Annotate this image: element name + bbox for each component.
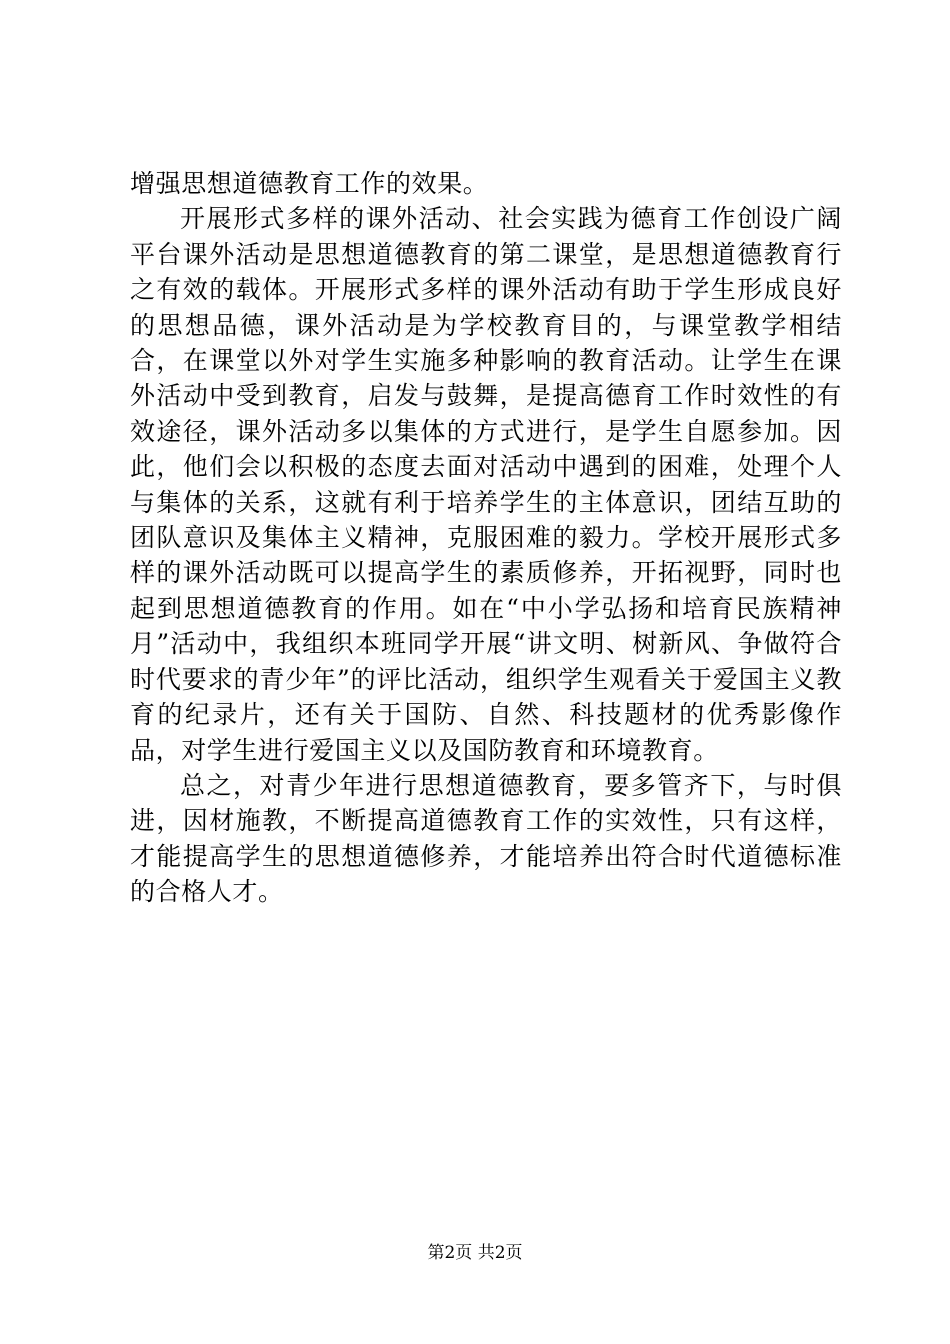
paragraph-3: 总之，对青少年进行思想道德教育，要多管齐下，与时俱进，因材施教，不断提高道德教育工作的实效性，只有这样，才能提高学生的思想道德修养，才能培养出符合时代道德标准的合格人才。: [130, 770, 842, 907]
page-number-footer: 第2页 共2页: [427, 1243, 523, 1263]
paragraph-2: 开展形式多样的课外活动、社会实践为德育工作创设广阔平台课外活动是思想道德教育的第二课堂，是思想道德教育行之有效的载体。开展形式多样的课外活动有助于学生形成良好的思想品德，课外活动是为学校教育目的，与课堂教学相结合，在课堂以外对学生实施多种影响的教育活动。让学生在课外活动中受到教育，启发与鼓舞，是提高德育工作时效性的有效途径，课外活动多以集体的方式进行，是学生自愿参加。因此，他们会以积极的态度去面对活动中遇到的困难，处理个人与集体的关系，这就有利于培养学生的主体意识，团结互助的团队意识及集体主义精神，克服困难的毅力。学校开展形式多样的课外活动既可以提高学生的素质修养，开拓视野，同时也起到思想道德教育的作用。如在“中小学弘扬和培育民族精神月”活动中，我组织本班同学开展“讲文明、树新风、争做符合时代要求的青少年”的评比活动，组织学生观看关于爱国主义教育的纪录片，还有关于国防、自然、科技题材的优秀影像作品，对学生进行爱国主义以及国防教育和环境教育。: [130, 204, 842, 765]
paragraph-1: 增强思想道德教育工作的效果。: [130, 169, 489, 198]
document-body: [130, 166, 842, 910]
